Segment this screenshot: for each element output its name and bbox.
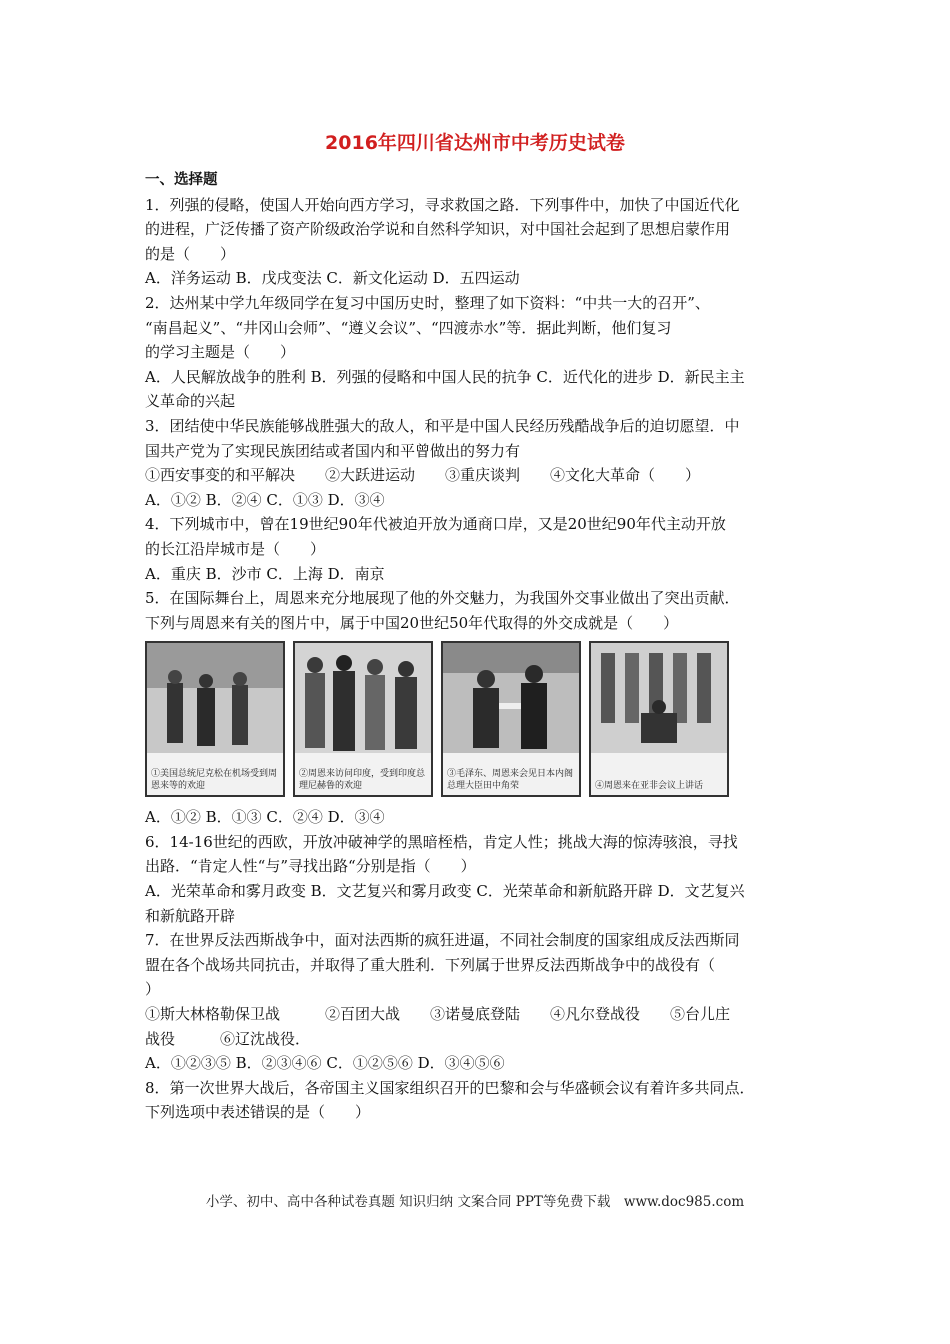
photo-2 bbox=[293, 641, 433, 797]
photo-1-caption: ①美国总统尼克松在机场受到周恩来等的欢迎 bbox=[151, 769, 278, 792]
photo-1 bbox=[145, 641, 285, 797]
text-line: 战役 ⑥辽沈战役． bbox=[145, 1029, 311, 1048]
text-line: 下列选项中表述错误的是（ ） bbox=[145, 1103, 371, 1122]
questions-before-photos bbox=[145, 193, 817, 636]
text-line: 出路．“肯定人性“与”寻找出路“分别是指（ ） bbox=[145, 857, 476, 876]
text-line: ①西安事变的和平解决 ②大跃进运动 ③重庆谈判 ④文化大革命（ ） bbox=[145, 466, 701, 485]
text-line: 7．在世界反法西斯战争中，面对法西斯的疯狂进逼，不同社会制度的国家组成反法西斯同 bbox=[145, 931, 740, 950]
text-line: “南昌起义”、“井冈山会师”、“遵义会议”、“四渡赤水”等．据此判断，他们复习 bbox=[145, 318, 672, 337]
photo-4 bbox=[589, 641, 729, 797]
text-line: A．①②③⑤ B．②③④⑥ C．①②⑤⑥ D．③④⑤⑥ bbox=[145, 1054, 505, 1073]
photo-3-caption: ③毛泽东、周恩来会见日本内阁总理大臣田中角荣 bbox=[447, 769, 574, 792]
text-line: 的学习主题是（ ） bbox=[145, 343, 296, 362]
text-line: A．①② B．①③ C．②④ D．③④ bbox=[145, 808, 385, 827]
section-heading: 一、选择题 bbox=[145, 172, 218, 188]
text-line: 1．列强的侵略，使国人开始向西方学习，寻求救国之路．下列事件中，加快了中国近代化 bbox=[145, 195, 740, 214]
text-line: A．①② B．②④ C．①③ D．③④ bbox=[145, 490, 385, 509]
text-line: A．人民解放战争的胜利 B．列强的侵略和中国人民的抗争 C．近代化的进步 D．新民主主 bbox=[145, 367, 745, 386]
exam-content bbox=[145, 168, 817, 1125]
text-line: ） bbox=[145, 980, 161, 999]
text-line: 8．第一次世界大战后，各帝国主义国家组织召开的巴黎和会与华盛顿会议有着许多共同点． bbox=[145, 1078, 755, 1097]
text-line: 的是（ ） bbox=[145, 244, 236, 263]
page-title: 2016年四川省达州市中考历史试卷 bbox=[325, 132, 625, 154]
text-line: ①斯大林格勒保卫战 ②百团大战 ③诺曼底登陆 ④凡尔登战役 ⑤台儿庄 bbox=[145, 1005, 731, 1024]
page-footer: 小学、初中、高中各种试卷真题 知识归纳 文案合同 PPT等免费下载 www.doc985.com bbox=[205, 1194, 745, 1210]
text-line: 义革命的兴起 bbox=[145, 392, 236, 411]
text-line: 和新航路开辟 bbox=[145, 906, 236, 925]
photo-1-image bbox=[147, 643, 283, 753]
text-line: 6．14-16世纪的西欧，开放冲破神学的黑暗桎梏，肯定人性；挑战大海的惊涛骇浪，寻找 bbox=[145, 832, 738, 851]
text-line: 2．达州某中学九年级同学在复习中国历史时，整理了如下资料：“中共一大的召开”、 bbox=[145, 293, 710, 312]
text-line: A．洋务运动 B．戊戌变法 C．新文化运动 D．五四运动 bbox=[145, 269, 520, 288]
photo-3 bbox=[441, 641, 581, 797]
text-line: 的长江沿岸城市是（ ） bbox=[145, 539, 326, 558]
photo-2-image bbox=[295, 643, 431, 753]
photo-2-caption: ②周恩来访问印度，受到印度总理尼赫鲁的欢迎 bbox=[299, 769, 426, 792]
photo-3-image bbox=[443, 643, 579, 753]
text-line: 下列与周恩来有关的图片中，属于中国20世纪50年代取得的外交成就是（ ） bbox=[145, 613, 679, 632]
photo-4-caption: ④周恩来在亚非会议上讲话 bbox=[595, 781, 704, 792]
text-line: 3．团结使中华民族能够战胜强大的敌人，和平是中国人民经历残酷战争后的迫切愿望．中 bbox=[145, 416, 740, 435]
text-line: 盟在各个战场共同抗击，并取得了重大胜利．下列属于世界反法西斯战争中的战役有（ bbox=[145, 955, 716, 974]
photo-strip bbox=[145, 641, 817, 801]
questions-after-photos bbox=[145, 805, 817, 1125]
text-line: 国共产党为了实现民族团结或者国内和平曾做出的努力有 bbox=[145, 441, 521, 460]
photo-4-image bbox=[591, 643, 727, 753]
text-line: 5．在国际舞台上，周恩来充分地展现了他的外交魅力，为我国外交事业做出了突出贡献． bbox=[145, 589, 740, 608]
text-line: A．光荣革命和雾月政变 B．文艺复兴和雾月政变 C．光荣革命和新航路开辟 D．文艺复兴 bbox=[145, 882, 745, 901]
text-line: 的进程，广泛传播了资产阶级政治学说和自然科学知识，对中国社会起到了思想启蒙作用 bbox=[145, 220, 731, 239]
text-line: A．重庆 B．沙市 C．上海 D．南京 bbox=[145, 564, 385, 583]
text-line: 4．下列城市中，曾在19世纪90年代被迫开放为通商口岸，又是20世纪90年代主动开放 bbox=[145, 515, 726, 534]
